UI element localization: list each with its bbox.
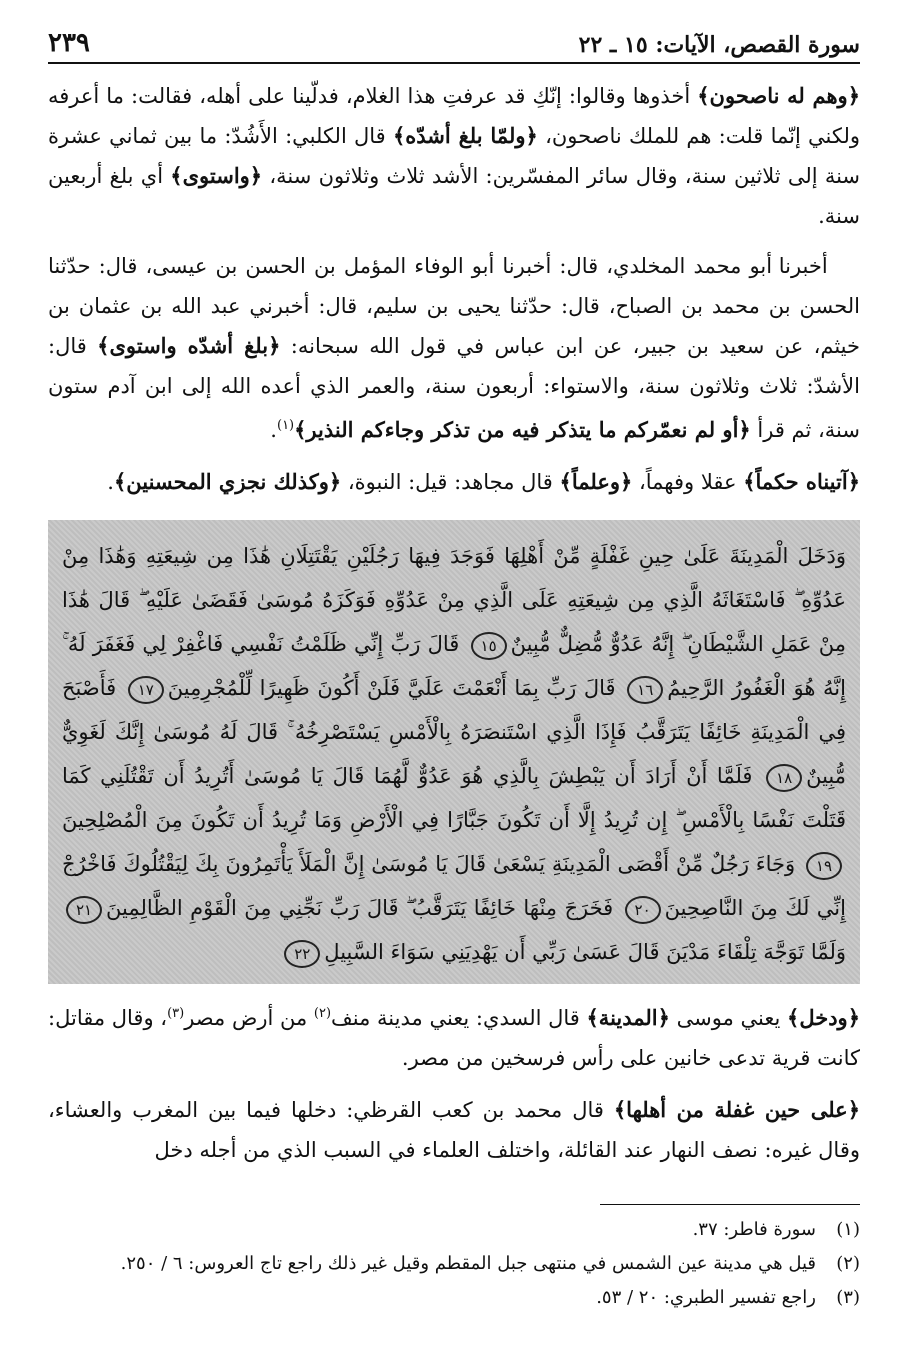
- paragraph-1: [48, 76, 860, 236]
- paragraph-4: [48, 994, 860, 1078]
- paragraph-2: [48, 246, 860, 450]
- footnote-ref-3[interactable]: (٣): [167, 1006, 185, 1021]
- footnote-2: [48, 1247, 860, 1281]
- ayah-number-18: ١٨: [766, 764, 802, 792]
- text-2: قال: الأشدّ: ثلاث وثلاثون سنة، والاستواء: أربعون سنة، والعمر الذي أعده الله إلى ابن آدم ستون سنة، ثم قرأ: [48, 334, 860, 442]
- ayah-number-17: ١٧: [128, 676, 164, 704]
- page-number: ٢٣٩: [48, 28, 90, 58]
- footnotes-section: [48, 1204, 860, 1315]
- ayah-20-text: وَجَاءَ رَجُلٌ مِّنْ أَقْصَى الْمَدِينَةِ يَسْعَىٰ قَالَ يَا مُوسَىٰ إِنَّ الْمَلَأَ يَأْتَمِرُونَ بِكَ لِيَقْتُلُوكَ فَاخْرُجْ إِنِّي لَكَ مِنَ النَّاصِحِينَ: [62, 852, 846, 920]
- ayah-21-text: فَخَرَجَ مِنْهَا خَائِفًا يَتَرَقَّبُ ۖ قَالَ رَبِّ نَجِّنِي مِنَ الْقَوْمِ الظَّالِمِينَ: [106, 896, 614, 920]
- ayah-number-22: ٢٢: [284, 940, 320, 968]
- ayah-15-text: وَدَخَلَ الْمَدِينَةَ عَلَىٰ حِينِ غَفْلَةٍ مِّنْ أَهْلِهَا فَوَجَدَ فِيهَا رَجُلَيْنِ يَقْتَتِلَانِ هَٰذَا مِن شِيعَتِهِ وَهَٰذَا مِنْ عَدُوِّهِ ۖ فَاسْتَغَاثَهُ الَّذِي مِن شِيعَتِهِ عَلَى الَّذِي مِنْ عَدُوِّهِ فَوَكَزَهُ مُوسَىٰ فَقَضَىٰ عَلَيْهِ ۖ قَالَ هَٰذَا مِنْ عَمَلِ الشَّيْطَانِ ۖ إِنَّهُ عَدُوٌّ مُّضِلٌّ مُّبِينٌ: [62, 544, 846, 656]
- text-3: .: [107, 470, 114, 494]
- quote-3: ﴿واستوى﴾: [170, 163, 263, 188]
- text-1: قال محمد بن كعب القرظي: دخلها فيما بين المغرب والعشاء، وقال غيره: نصف النهار عند القائلة، واختلف العلماء في السبب الذي من أجله دخل: [48, 1098, 860, 1162]
- quote-3: ﴿وكذلك نجزي المحسنين﴾: [113, 469, 342, 494]
- quote-2: ﴿المدينة﴾: [586, 1005, 670, 1030]
- quote-1: ﴿ودخل﴾: [787, 1005, 861, 1030]
- quote-1: ﴿وهم له ناصحون﴾: [697, 83, 860, 108]
- footnote-number: (١): [836, 1219, 860, 1240]
- surah-header-title: سورة القصص، الآيات: ١٥ ـ ٢٢: [578, 32, 860, 58]
- ayah-number-19: ١٩: [806, 852, 842, 880]
- quote-2: ﴿أو لم نعمّركم ما يتذكر فيه من تذكر وجاءكم النذير﴾: [294, 417, 751, 442]
- book-page: [48, 24, 860, 1346]
- text-2: قال الكلبي: الأَشُدّ: ما بين ثماني عشرة سنة إلى ثلاثين سنة، وقال سائر المفسّرين: الأشد ثلاث وثلاثون سنة،: [48, 124, 861, 188]
- paragraph-3: [48, 462, 860, 502]
- quote-2: ﴿وعلماً﴾: [559, 469, 633, 494]
- paragraph-5: [48, 1090, 860, 1170]
- text-1: أخبرنا أبو محمد المخلدي، قال: أخبرنا أبو الوفاء المؤمل بن الحسن بن عيسى، قال: حدّثنا الحسن بن محمد بن الصباح، قال: حدّثنا يحيى بن سليم، قال: أخبرني عبد الله بن عثمان بن خيثم، عن سعيد بن جبير، عن ابن عباس في قول الله سبحانه:: [48, 254, 860, 358]
- ayah-number-16: ١٦: [627, 676, 663, 704]
- text-1: أخذوها وقالوا: إنّكِ قد عرفتِ هذا الغلام، فدلّينا على أهله، فقالت: ما أعرفه ولكني إنّما قلت: هم للملك ناصحون،: [48, 84, 860, 148]
- ayah-18-text: فَأَصْبَحَ فِي الْمَدِينَةِ خَائِفًا يَتَرَقَّبُ فَإِذَا الَّذِي اسْتَنصَرَهُ بِالْأَمْسِ يَسْتَصْرِخُهُ ۚ قَالَ لَهُ مُوسَىٰ إِنَّكَ لَغَوِيٌّ مُّبِينٌ: [62, 676, 846, 788]
- footnote-text: قيل هي مدينة عين الشمس في منتهى جبل المقطم وقيل غير ذلك راجع تاج العروس: ٦ / ٢٥٠.: [120, 1253, 816, 1274]
- text-3: من أرض مصر: [184, 1006, 314, 1030]
- footnote-number: (٢): [836, 1253, 860, 1274]
- footnote-3: [48, 1281, 860, 1315]
- text-4: ، وقال مقاتل: كانت قرية تدعى خانين على رأس فرسخين من مصر.: [48, 1006, 860, 1070]
- ayah-19-text: فَلَمَّا أَنْ أَرَادَ أَن يَبْطِشَ بِالَّذِي هُوَ عَدُوٌّ لَّهُمَا قَالَ يَا مُوسَىٰ أَتُرِيدُ أَن تَقْتُلَنِي كَمَا قَتَلْتَ نَفْسًا بِالْأَمْسِ ۖ إِن تُرِيدُ إِلَّا أَن تَكُونَ جَبَّارًا فِي الْأَرْضِ وَمَا تُرِيدُ أَن تَكُونَ مِنَ الْمُصْلِحِينَ: [62, 764, 846, 832]
- quote-2: ﴿ولمّا بلغ أشدّه﴾: [392, 123, 538, 148]
- ayah-number-20: ٢٠: [625, 896, 661, 924]
- footnote-ref-2[interactable]: (٢): [313, 1006, 332, 1021]
- ayah-number-21: ٢١: [66, 896, 102, 924]
- ayah-17-text: قَالَ رَبِّ بِمَا أَنْعَمْتَ عَلَيَّ فَلَنْ أَكُونَ ظَهِيرًا لِّلْمُجْرِمِينَ: [167, 676, 616, 700]
- text-1: يعني موسى: [669, 1006, 788, 1030]
- running-header: [48, 24, 860, 64]
- quote-1: ﴿آتيناه حكماً﴾: [743, 469, 860, 494]
- quran-verses-box: [48, 520, 860, 984]
- text-2: قال السدي: يعني مدينة منف: [331, 1006, 587, 1030]
- quote-1: ﴿على حين غفلة من أهلها﴾: [613, 1097, 861, 1122]
- ayah-16-text: قَالَ رَبِّ إِنِّي ظَلَمْتُ نَفْسِي فَاغْفِرْ لِي فَغَفَرَ لَهُ ۚ إِنَّهُ هُوَ الْغَفُورُ الرَّحِيمُ: [62, 632, 846, 700]
- footnote-text: سورة فاطر: ٣٧.: [692, 1219, 816, 1240]
- footnote-divider: [600, 1204, 860, 1205]
- ayah-number-15: ١٥: [471, 632, 507, 660]
- ayah-22-text: وَلَمَّا تَوَجَّهَ تِلْقَاءَ مَدْيَنَ قَالَ عَسَىٰ رَبِّي أَن يَهْدِيَنِي سَوَاءَ السَّبِيلِ: [324, 940, 846, 964]
- quote-1: ﴿بلغ أشدّه واستوى﴾: [97, 333, 281, 358]
- text-2: قال مجاهد: قيل: النبوة،: [341, 470, 560, 494]
- text-1: عقلا وفهماً،: [632, 470, 744, 494]
- footnote-1: [48, 1213, 860, 1247]
- footnote-text: راجع تفسير الطبري: ٢٠ / ٥٣.: [596, 1287, 816, 1308]
- footnote-ref-1[interactable]: (١): [276, 418, 295, 433]
- footnote-number: (٣): [836, 1287, 860, 1308]
- text-3: أي بلغ أربعين سنة.: [48, 164, 860, 228]
- text-3: .: [270, 418, 277, 442]
